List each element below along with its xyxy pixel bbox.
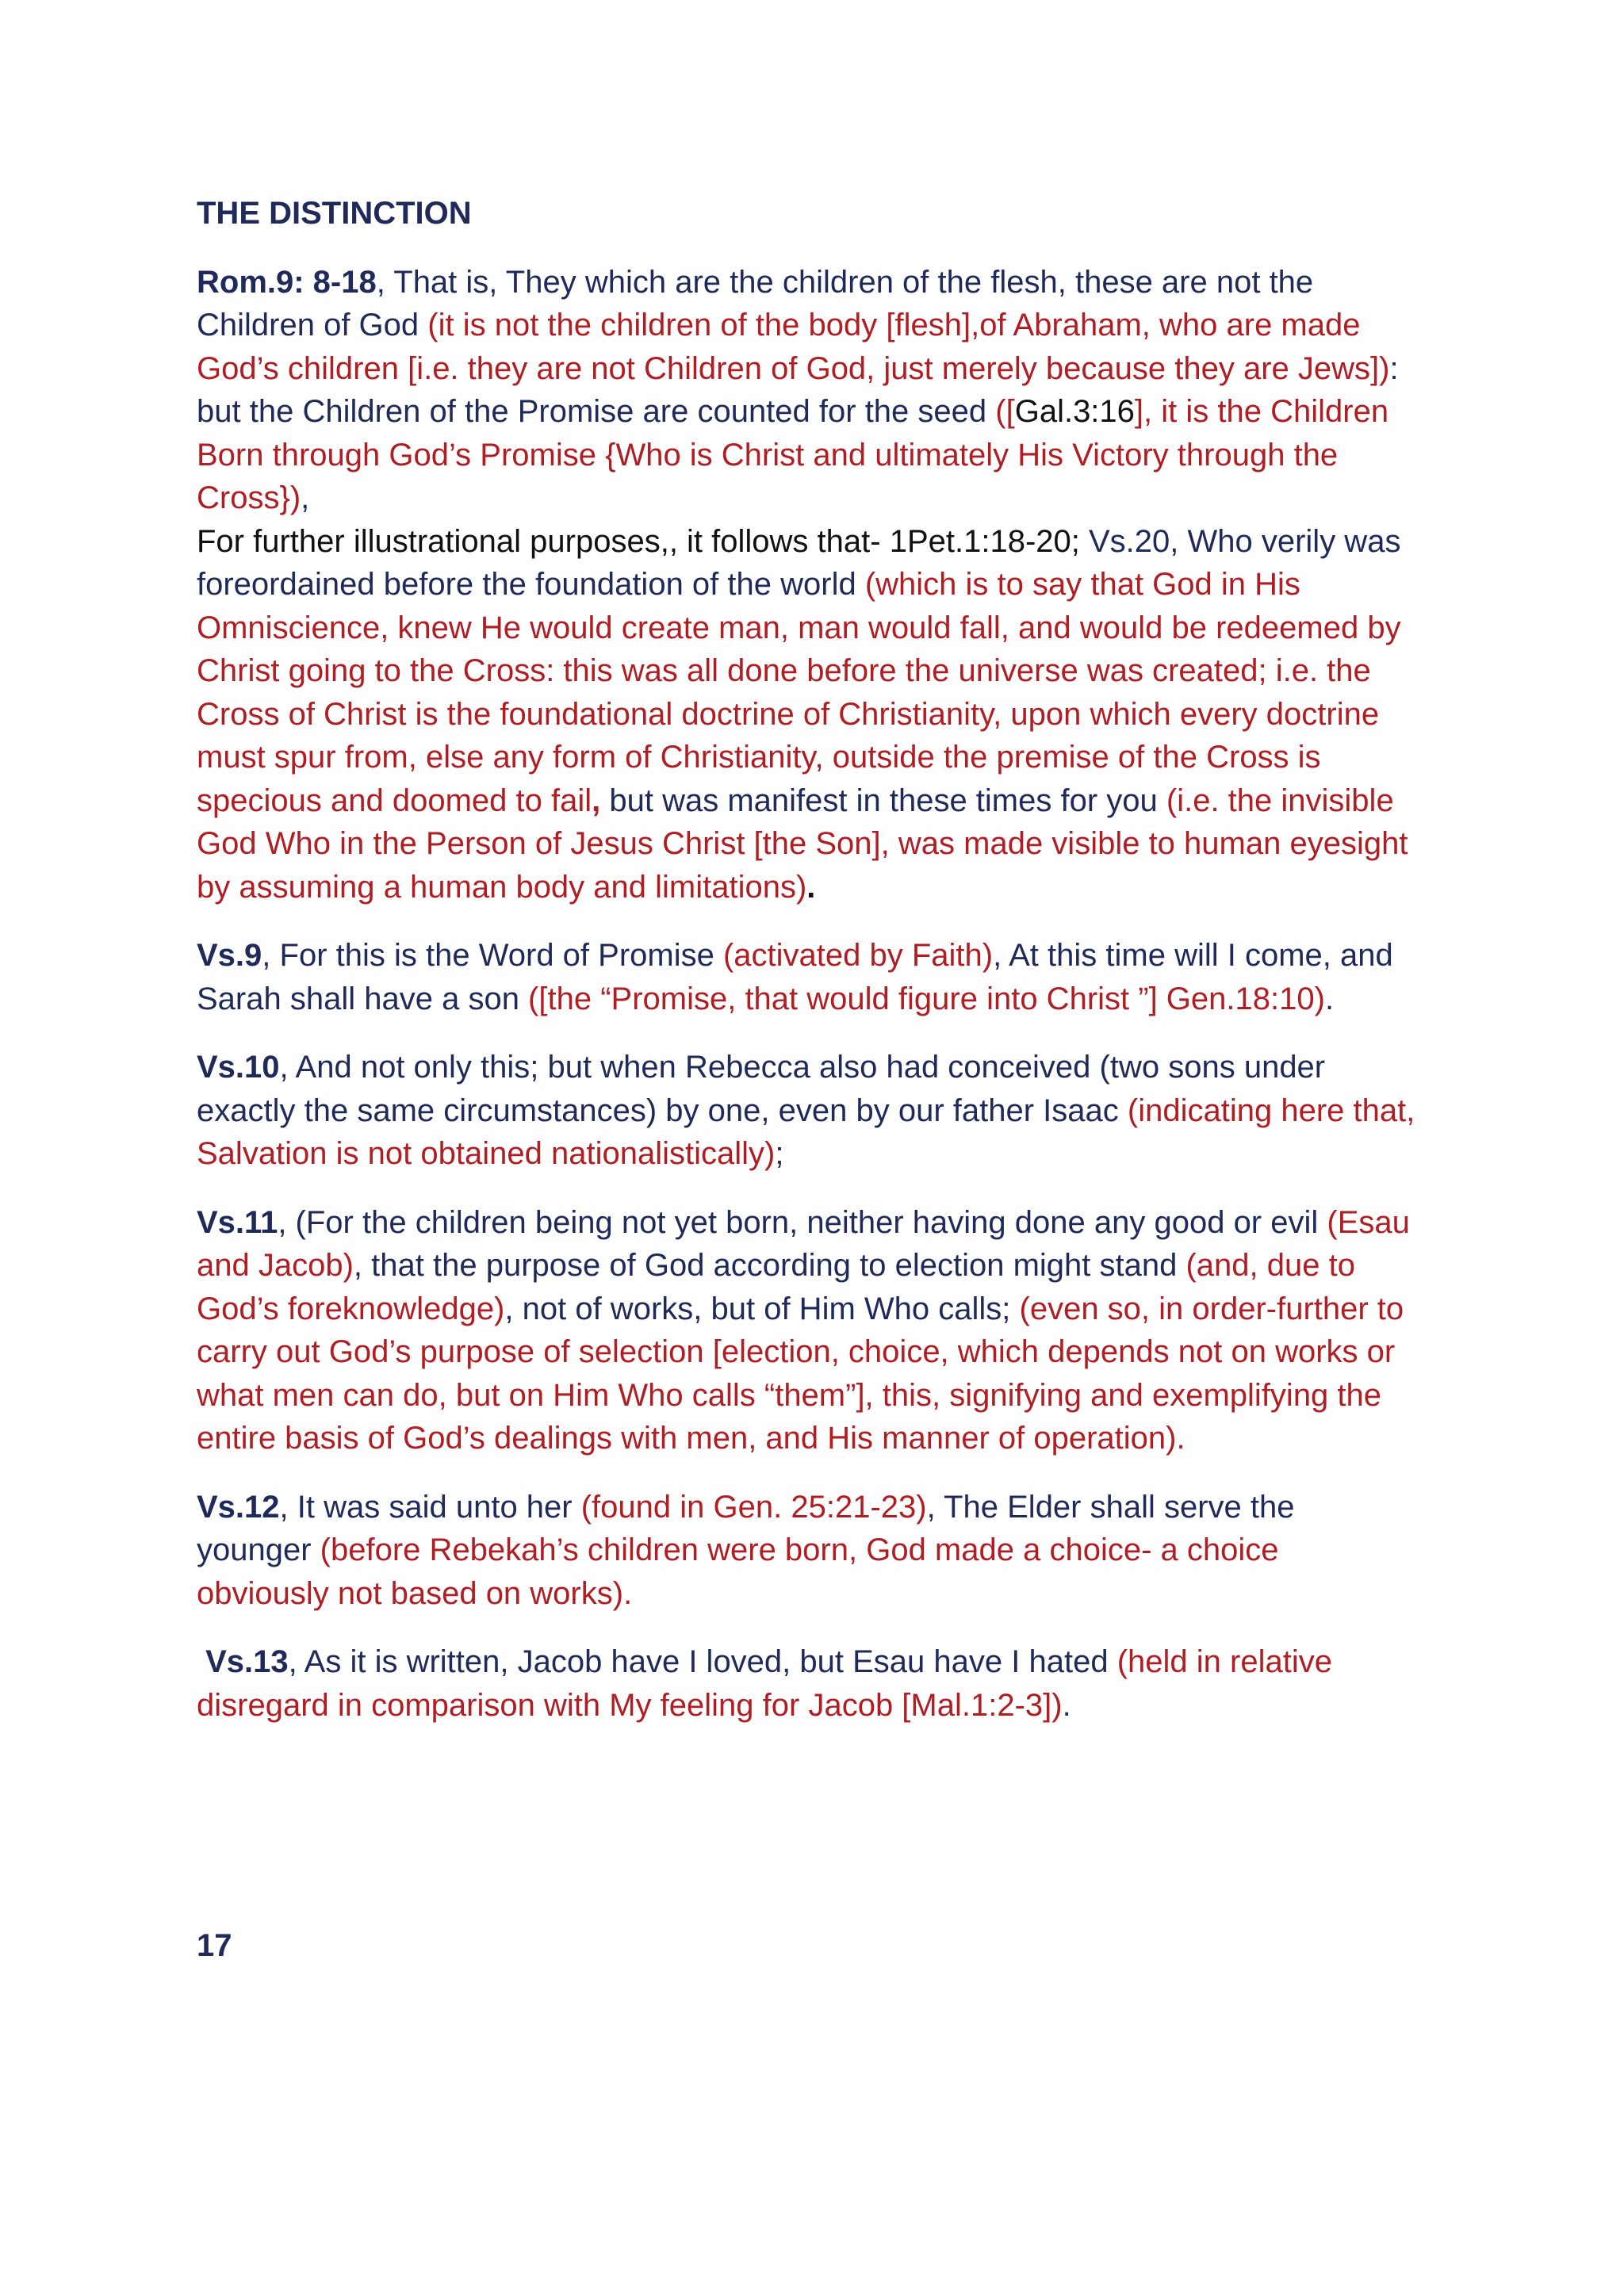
paragraph-vs-9: [197, 934, 1418, 1020]
scripture-text: , (For the children being not yet born, neither having done any good or evil: [278, 1204, 1327, 1240]
verse-reference: Vs.11: [197, 1204, 278, 1240]
commentary-text: (which is to say that God in His Omniscience, knew He would create man, man would fall, and would be redeemed by Christ going to the Cross: this was all done before the universe was created; i.e. the Cross of Christ is the foundational doctrine of Christianity, upon which every doctrine must spur from, else any form of Christianity, outside the premise of the Cross is specious and doomed to fail: [197, 567, 1401, 818]
scripture-text: , As it is written, Jacob have I loved, but Esau have I hated: [288, 1644, 1117, 1679]
paragraph-rom-9: [197, 261, 1418, 520]
scripture-text: , It was said unto her: [279, 1489, 581, 1525]
punctuation: ,: [301, 480, 310, 515]
verse-reference: Vs.12: [197, 1489, 280, 1525]
commentary-text: (even so, in order-further to carry out God’s purpose of selection [election, choice, which depends not on works or what men can do, but on Him Who calls “them”], this, signifying and exemplifying the entire basis of God’s dealings with men, and His manner of operation): [197, 1291, 1404, 1456]
scripture-text: , The Elder shall serve the younger: [197, 1489, 1295, 1567]
commentary-text: (activated by Faith): [722, 938, 994, 973]
commentary-text: (and, due to God’s foreknowledge): [197, 1248, 1355, 1326]
paragraph-vs-10: [197, 1046, 1418, 1176]
scripture-text: but was manifest in these times for you: [600, 783, 1166, 818]
commentary-text: (indicating here that, Salvation is not obtained nationalistically): [197, 1093, 1415, 1171]
punctuation: ,: [592, 783, 601, 818]
scripture-text: : but the Children of the Promise are counted for the seed: [197, 350, 1399, 429]
document-page: [197, 192, 1418, 1752]
commentary-text: (found in Gen. 25:21-23): [580, 1489, 927, 1525]
commentary-text: (Esau and Jacob): [197, 1204, 1410, 1283]
commentary-text: (before Rebekah’s children were born, God made a choice- a choice obviously not based on works): [197, 1533, 1279, 1611]
commentary-text: (it is not the children of the body [flesh],of Abraham, who are made God’s children [i.e. they are not Children of God, just merely because they are Jews]): [197, 308, 1390, 386]
punctuation: .: [806, 869, 816, 905]
paragraph-1pet: [197, 520, 1418, 909]
paragraph-vs-11: [197, 1201, 1418, 1460]
verse-reference: Rom.9: 8-18: [197, 264, 377, 300]
page-number: 17: [197, 1928, 232, 1963]
commentary-text: ([the “Promise, that would figure into Christ ”] Gen.18:10): [528, 981, 1325, 1016]
page-title: THE DISTINCTION: [197, 196, 472, 231]
scripture-text: Vs.20, Who verily was foreordained before the foundation of the world: [197, 523, 1401, 602]
scripture-text: , That is, They which are the children of the flesh, these are not the Children of God: [197, 264, 1314, 342]
commentary-text: ([: [995, 394, 1015, 429]
commentary-text: (held in relative disregard in comparison with My feeling for Jacob [Mal.1:2-3]): [197, 1644, 1332, 1723]
punctuation: .: [1324, 981, 1335, 1016]
paragraph-vs-12: [197, 1486, 1418, 1616]
punctuation: .: [1062, 1687, 1071, 1723]
body-text: For further illustrational purposes,, it follows that- 1Pet.1:18-20;: [197, 523, 1089, 559]
scripture-text: , At this time will I come, and Sarah shall have a son: [197, 938, 1393, 1016]
punctuation: ;: [775, 1136, 784, 1171]
punctuation: .: [1176, 1421, 1185, 1456]
punctuation: .: [623, 1575, 633, 1611]
verse-reference: Vs.10: [197, 1050, 280, 1085]
verse-reference: Vs.13: [205, 1644, 289, 1679]
scripture-text: , not of works, but of Him Who calls;: [504, 1291, 1020, 1326]
commentary-text: (i.e. the invisible God Who in the Person of Jesus Christ [the Son], was made visible to human eyesight by assuming a human body and limitations): [197, 783, 1408, 905]
scripture-text: , that the purpose of God according to election might stand: [353, 1248, 1186, 1283]
verse-reference: Vs.9: [197, 938, 262, 973]
cross-reference: Gal.3:16: [1014, 394, 1135, 429]
commentary-text: ], it is the Children Born through God’s Promise {Who is Christ and ultimately His Victory through the Cross}): [197, 394, 1389, 515]
scripture-text: , And not only this; but when Rebecca also had conceived (two sons under exactly the same circumstances) by one, even by our father Isaac: [197, 1050, 1326, 1128]
paragraph-vs-13: [197, 1640, 1418, 1727]
scripture-text: , For this is the Word of Promise: [262, 938, 723, 973]
